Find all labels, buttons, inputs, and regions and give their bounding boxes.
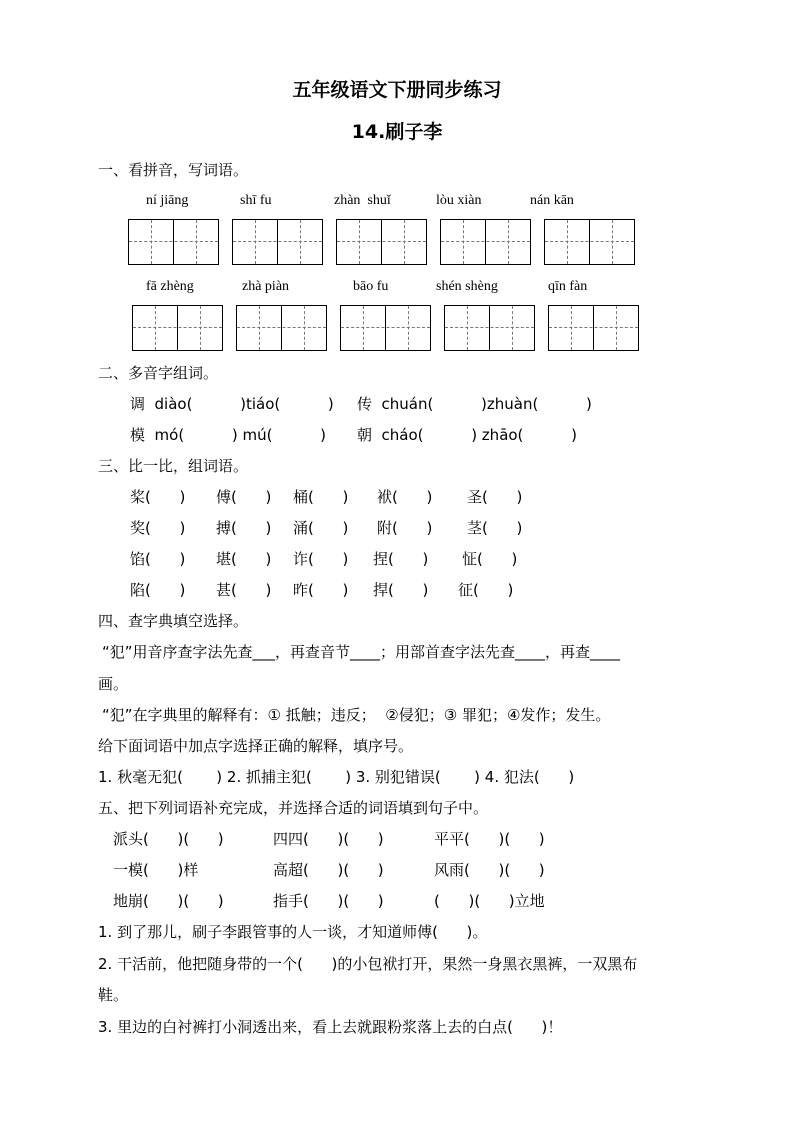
compare-item: 堪( ) <box>216 550 272 568</box>
compare-item: 涌( ) <box>293 519 349 537</box>
writing-grid[interactable] <box>444 305 535 351</box>
compare-item: 茎( ) <box>467 519 523 537</box>
dictionary-question-end: 画。 <box>98 675 129 693</box>
sentence-1: 1. 到了那儿，刷子李跟管事的人一谈，才知道师傅( )。 <box>98 923 488 941</box>
choice-line: 1. 秋毫无犯( ) 2. 抓捕主犯( ) 3. 别犯错误( ) 4. 犯法( ) <box>98 768 575 786</box>
writing-grid[interactable] <box>132 305 223 351</box>
compare-item: 甚( ) <box>216 581 272 599</box>
idiom-item: 平平( )( ) <box>434 830 545 848</box>
definition-line: “犯”在字典里的解释有：① 抵触；违反； ②侵犯；③ 罪犯；④发作；发生。 <box>102 706 611 724</box>
compare-item: 搏( ) <box>216 519 272 537</box>
polyphone-line: 朝 cháo( ) zhāo( ) <box>357 426 577 444</box>
writing-grid[interactable] <box>128 219 219 265</box>
idiom-item: 指手( )( ) <box>273 892 384 910</box>
idiom-item: 地崩( )( ) <box>113 892 224 910</box>
compare-item: 陷( ) <box>130 581 186 599</box>
section5-heading: 五、把下列词语补充完成，并选择合适的词语填到句子中。 <box>98 799 489 817</box>
pinyin-1-5: nán kān <box>530 193 574 208</box>
compare-item: 昨( ) <box>293 581 349 599</box>
polyphone-line: 传 chuán( )zhuàn( ) <box>357 395 592 413</box>
pinyin-1-4: lòu xiàn <box>436 193 482 208</box>
writing-grid[interactable] <box>440 219 531 265</box>
sentence-2-end: 鞋。 <box>98 986 129 1004</box>
idiom-item: 派头( )( ) <box>113 830 224 848</box>
pinyin-2-5: qīn fàn <box>548 279 588 294</box>
compare-item: 傅( ) <box>216 488 272 506</box>
compare-item: 捏( ) <box>373 550 429 568</box>
compare-item: 圣( ) <box>467 488 523 506</box>
idiom-item: 四四( )( ) <box>273 830 384 848</box>
instruction-line: 给下面词语中加点字选择正确的解释，填序号。 <box>98 737 414 755</box>
compare-item: 怔( ) <box>462 550 518 568</box>
pinyin-2-2: zhà piàn <box>242 279 290 294</box>
polyphone-line: 模 mó( ) mú( ) <box>130 426 326 444</box>
compare-item: 附( ) <box>377 519 433 537</box>
page-title: 五年级语文下册同步练习 <box>292 79 502 101</box>
compare-item: 袱( ) <box>377 488 433 506</box>
sentence-2: 2. 干活前，他把随身带的一个( )的小包袱打开，果然一身黑衣黑裤，一双黑布 <box>98 955 638 973</box>
compare-item: 捍( ) <box>373 581 429 599</box>
dictionary-question: “犯”用音序查字法先查___，再查音节____；用部首查字法先查____，再查____ <box>102 643 621 661</box>
polyphone-line: 调 diào( )tiáo( ) <box>130 395 334 413</box>
compare-item: 桶( ) <box>293 488 349 506</box>
pinyin-2-1: fā zhèng <box>146 279 194 294</box>
pinyin-1-3: zhàn shuǐ <box>334 193 391 208</box>
compare-item: 奖( ) <box>130 519 186 537</box>
idiom-item: 风雨( )( ) <box>434 861 545 879</box>
writing-grid[interactable] <box>340 305 431 351</box>
compare-item: 征( ) <box>458 581 514 599</box>
writing-grid[interactable] <box>336 219 427 265</box>
compare-item: 桨( ) <box>130 488 186 506</box>
compare-item: 诈( ) <box>293 550 349 568</box>
lesson-title: 14.刷子李 <box>351 121 443 143</box>
compare-item: 馅( ) <box>130 550 186 568</box>
idiom-item: ( )( )立地 <box>434 892 545 910</box>
writing-grid[interactable] <box>544 219 635 265</box>
section1-heading: 一、看拼音，写词语。 <box>98 161 249 179</box>
writing-grid[interactable] <box>548 305 639 351</box>
idiom-item: 一模( )样 <box>113 861 199 879</box>
pinyin-2-3: bāo fu <box>353 279 389 294</box>
section2-heading: 二、多音字组词。 <box>98 364 219 382</box>
sentence-3: 3. 里边的白衬裤打小洞透出来，看上去就跟粉浆落上去的白点( )！ <box>98 1018 563 1036</box>
writing-grid[interactable] <box>232 219 323 265</box>
section3-heading: 三、比一比，组词语。 <box>98 457 249 475</box>
pinyin-2-4: shén shèng <box>436 279 498 294</box>
pinyin-1-2: shī fu <box>240 193 272 208</box>
idiom-item: 高超( )( ) <box>273 861 384 879</box>
writing-grid[interactable] <box>236 305 327 351</box>
pinyin-1-1: ní jiāng <box>146 193 189 208</box>
section4-heading: 四、查字典填空选择。 <box>98 612 249 630</box>
